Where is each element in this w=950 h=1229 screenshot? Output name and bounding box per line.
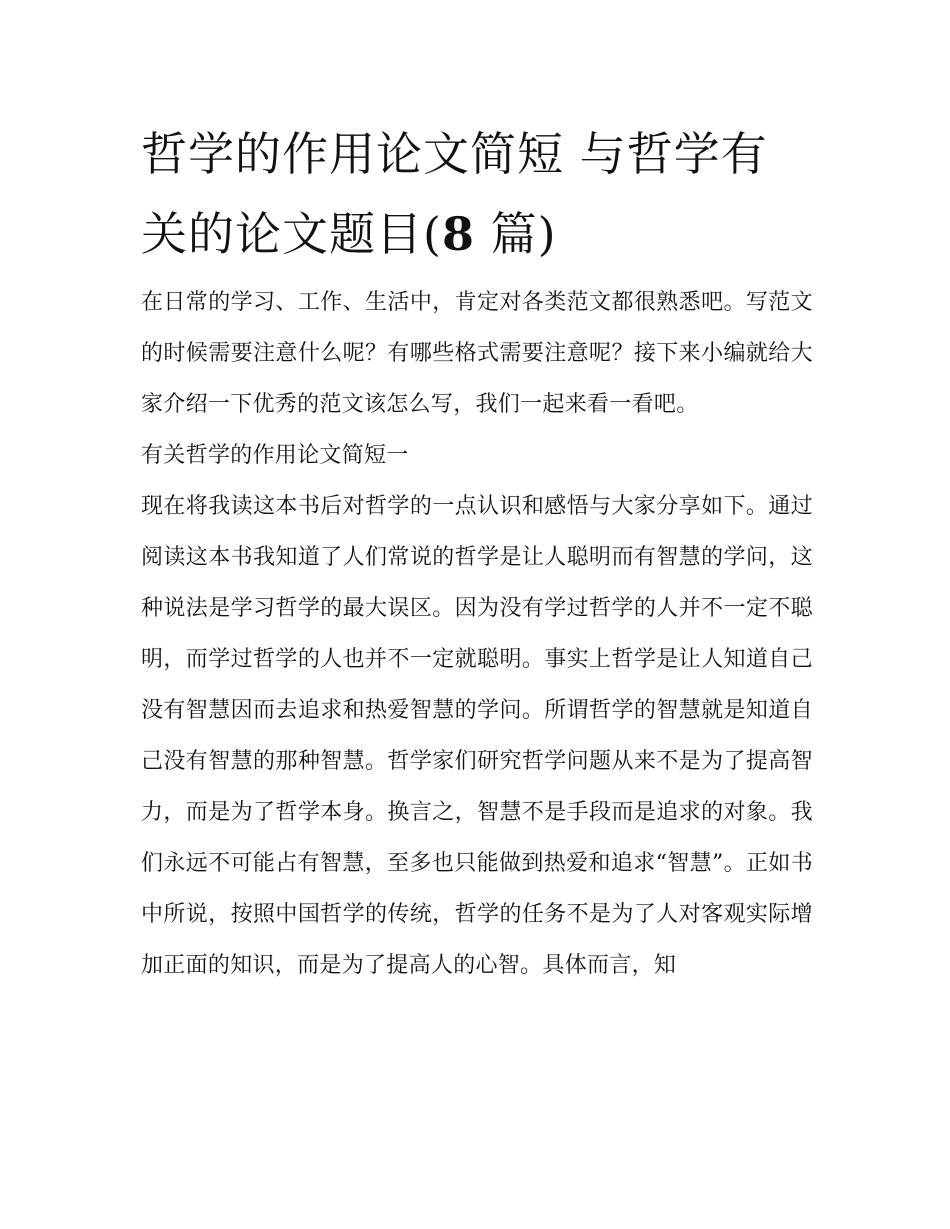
title-line-1: 哲学的作用论文简短 与哲学有	[141, 127, 768, 181]
document-content	[141, 114, 813, 991]
title-number: 8	[441, 207, 475, 261]
title-line-2-prefix: 关的论文题目(	[141, 207, 442, 261]
document-title	[141, 114, 813, 274]
title-line-2-suffix: 篇)	[474, 207, 557, 261]
section-heading: 有关哲学的作用论文简短一	[141, 443, 409, 468]
intro-paragraph: 在日常的学习、工作、生活中，肯定对各类范文都很熟悉吧。写范文的时候需要注意什么呢？有哪些格式需要注意呢？接下来小编就给大家介绍一下优秀的范文该怎么写，我们一起来看一看吧。	[141, 290, 813, 417]
section-body-paragraph: 现在将我读这本书后对哲学的一点认识和感悟与大家分享如下。通过阅读这本书我知道了人们常说的哲学是让人聪明而有智慧的学问，这种说法是学习哲学的最大误区。因为没有学过哲学的人并不一定不聪明，而学过哲学的人也并不一定就聪明。事实上哲学是让人知道自己没有智慧因而去追求和热爱智慧的学问。所谓哲学的智慧就是知道自己没有智慧的那种智慧。哲学家们研究哲学问题从来不是为了提高智力，而是为了哲学本身。换言之，智慧不是手段而是追求的对象。我们永远不可能占有智慧，至多也只能做到热爱和追求“智慧”。正如书中所说，按照中国哲学的传统，哲学的任务不是为了人对客观实际增加正面的知识，而是为了提高人的心智。具体而言，知	[141, 494, 813, 978]
